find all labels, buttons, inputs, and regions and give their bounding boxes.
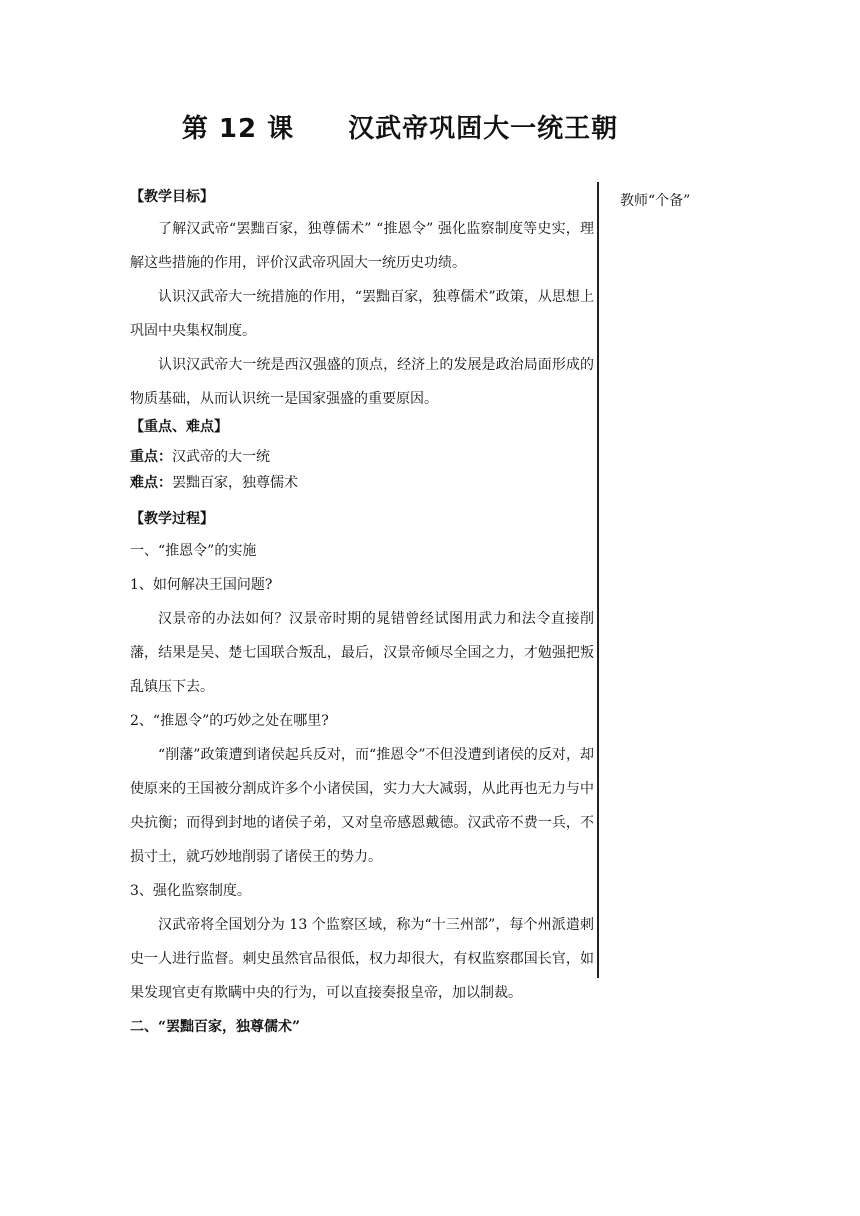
side-note: 教师“个备” bbox=[620, 193, 691, 209]
objective-paragraph: 认识汉武帝大一统是西汉强盛的顶点，经济上的发展是政治局面形成的物质基础，从而认识统一是国家强盛的重要原因。 bbox=[130, 357, 594, 407]
page-title: 第 12 课 汉武帝巩固大一统王朝 bbox=[181, 114, 619, 144]
key-point bbox=[130, 444, 594, 470]
section-heading: 二、“罢黜百家，独尊儒术” bbox=[130, 1019, 301, 1035]
objectives-heading: 【教学目标】 bbox=[130, 189, 214, 205]
question-heading: 1、如何解决王国问题? bbox=[130, 577, 273, 593]
body-paragraph: “削藩”政策遭到诸侯起兵反对，而“推恩令”不但没遭到诸侯的反对，却使原来的王国被分割成许多个小诸侯国，实力大大减弱，从此再也无力与中央抗衡；而得到封地的诸侯子弟，又对皇帝感恩戴德。汉武帝不费一兵，不损寸土，就巧妙地削弱了诸侯王的势力。 bbox=[130, 747, 594, 865]
difficulty-text: 罢黜百家，独尊儒术 bbox=[172, 475, 298, 491]
key-label: 重点： bbox=[130, 449, 172, 465]
section-heading: 一、“推恩令”的实施 bbox=[130, 543, 257, 559]
body-paragraph: 汉景帝的办法如何？汉景帝时期的晁错曾经试图用武力和法令直接削藩，结果是吴、楚七国联合叛乱，最后，汉景帝倾尽全国之力，才勉强把叛乱镇压下去。 bbox=[130, 611, 594, 695]
question-heading: 2、“推恩令”的巧妙之处在哪里? bbox=[130, 713, 329, 729]
body-paragraph: 汉武帝将全国划分为 13 个监察区域，称为“十三州部”，每个州派遣刺史一人进行监督。刺史虽然官品很低，权力却很大，有权监察郡国长官，如果发现官吏有欺瞒中央的行为，可以直接奏报皇帝，加以制裁。 bbox=[130, 917, 594, 1001]
margin-divider bbox=[597, 182, 599, 978]
lesson-body bbox=[130, 186, 594, 1044]
objective-paragraph: 了解汉武帝“罢黜百家，独尊儒术” “推恩令” 强化监察制度等史实，理解这些措施的作用，评价汉武帝巩固大一统历史功绩。 bbox=[130, 221, 594, 271]
question-heading: 3、强化监察制度。 bbox=[130, 883, 251, 899]
key-difficulty-heading: 【重点、难点】 bbox=[130, 419, 228, 435]
objective-paragraph: 认识汉武帝大一统措施的作用，“罢黜百家，独尊儒术”政策，从思想上巩固中央集权制度。 bbox=[130, 289, 594, 339]
difficulty-label: 难点： bbox=[130, 475, 172, 491]
process-heading: 【教学过程】 bbox=[130, 511, 214, 527]
difficulty-point bbox=[130, 470, 594, 496]
key-text: 汉武帝的大一统 bbox=[172, 449, 270, 465]
